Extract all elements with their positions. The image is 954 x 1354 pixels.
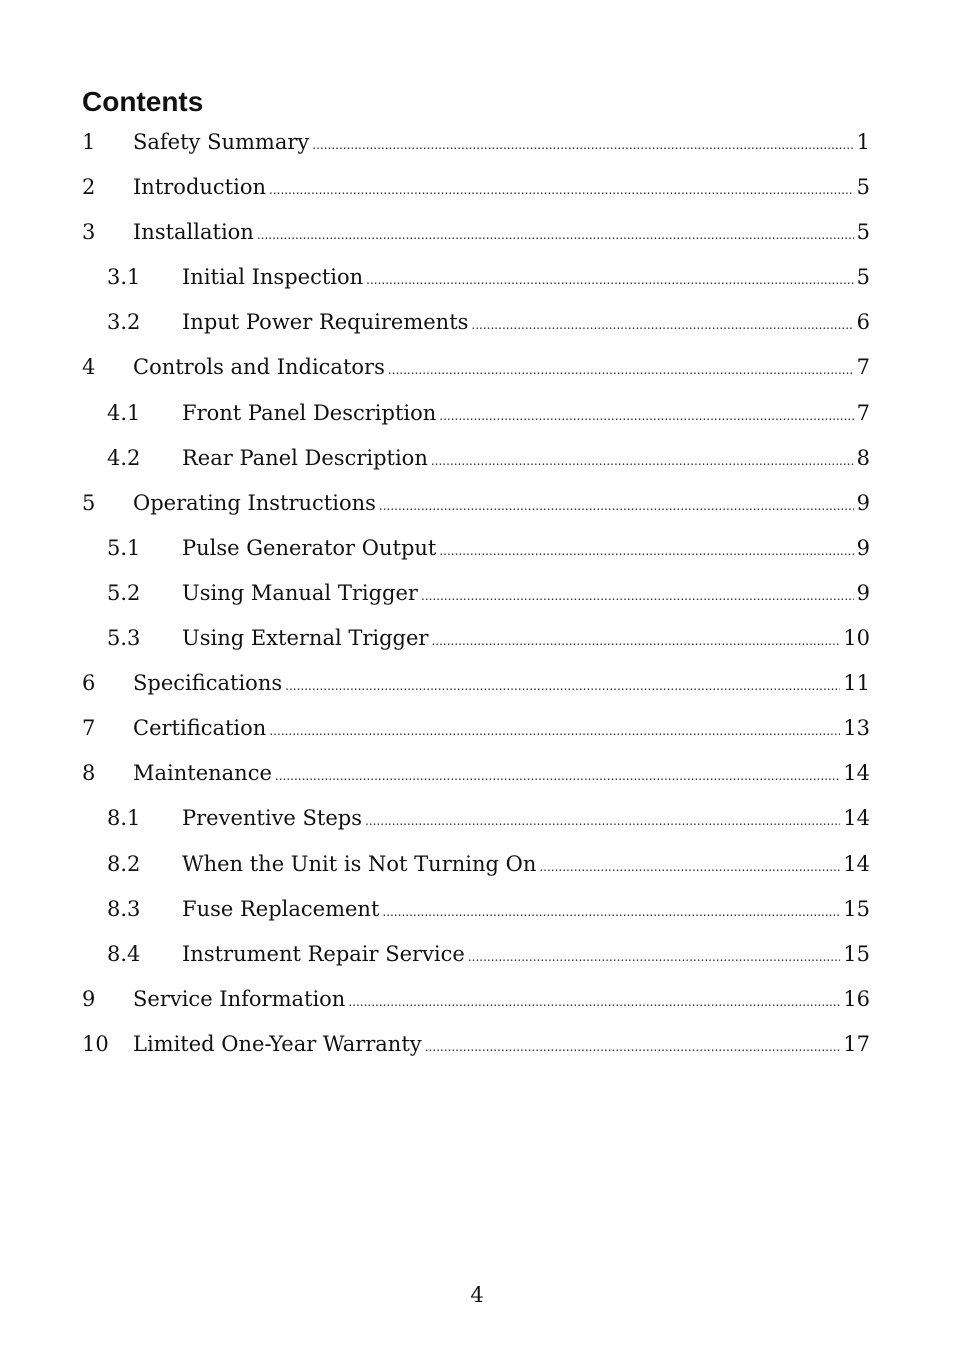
toc-entry[interactable]	[82, 485, 870, 530]
toc-entry-number: 8.3	[107, 896, 141, 921]
toc-entry-number: 4.1	[107, 400, 141, 425]
toc-entry-page[interactable]: 14	[843, 851, 870, 876]
toc-entry-title[interactable]: Pulse Generator Output	[182, 535, 437, 560]
toc-dot-leader	[388, 352, 854, 388]
toc-entry[interactable]	[82, 981, 870, 1026]
toc-entry[interactable]	[82, 575, 870, 620]
toc-entry-page[interactable]: 7	[856, 400, 870, 425]
toc-entry-number: 9	[82, 986, 96, 1011]
toc-entry-title[interactable]: Maintenance	[133, 761, 272, 786]
toc-entry-page[interactable]: 13	[843, 716, 870, 741]
toc-entry-title[interactable]: Initial Inspection	[182, 265, 364, 290]
toc-entry-number: 10	[82, 1031, 109, 1056]
toc-entry-title[interactable]: Controls and Indicators	[133, 355, 385, 380]
toc-entry-number: 7	[82, 716, 96, 741]
toc-entry-title[interactable]: Limited One-Year Warranty	[133, 1031, 422, 1056]
toc-entry-number: 8.1	[107, 806, 141, 831]
toc-dot-leader	[439, 398, 853, 434]
toc-entry-title[interactable]: Introduction	[133, 175, 266, 200]
toc-entry[interactable]	[82, 620, 870, 665]
toc-entry-title[interactable]: Preventive Steps	[182, 806, 363, 831]
toc-entry-number: 5.2	[107, 580, 141, 605]
toc-dot-leader	[275, 758, 840, 794]
toc-entry[interactable]	[82, 846, 870, 891]
toc-entry-page[interactable]: 14	[843, 806, 870, 831]
toc-entry-number: 8.4	[107, 941, 141, 966]
toc-entry-page[interactable]: 14	[843, 761, 870, 786]
toc-entry-title[interactable]: Certification	[133, 716, 267, 741]
toc-entry-title[interactable]: Operating Instructions	[133, 490, 376, 515]
table-of-contents	[82, 124, 870, 1071]
toc-entry-page[interactable]: 1	[856, 130, 870, 154]
toc-entry-number: 1	[82, 130, 96, 154]
toc-entry-page[interactable]: 15	[843, 941, 870, 966]
toc-entry[interactable]	[82, 800, 870, 845]
toc-dot-leader	[285, 668, 840, 704]
toc-dot-leader	[421, 578, 854, 614]
toc-entry-title[interactable]: Instrument Repair Service	[182, 941, 465, 966]
toc-entry[interactable]	[82, 349, 870, 394]
toc-entry-title[interactable]: Fuse Replacement	[182, 896, 380, 921]
toc-dot-leader	[471, 307, 853, 343]
toc-entry-page[interactable]: 15	[843, 896, 870, 921]
toc-entry-page[interactable]: 11	[843, 671, 870, 696]
toc-entry-title[interactable]: Specifications	[133, 671, 283, 696]
toc-entry-number: 6	[82, 671, 96, 696]
toc-dot-leader	[439, 533, 853, 569]
toc-entry[interactable]	[82, 530, 870, 575]
toc-dot-leader	[431, 443, 854, 479]
toc-entry[interactable]	[82, 214, 870, 259]
toc-entry-page[interactable]: 5	[856, 220, 870, 245]
toc-entry[interactable]	[82, 755, 870, 800]
toc-dot-leader	[366, 262, 853, 298]
toc-entry-title[interactable]: When the Unit is Not Turning On	[182, 851, 537, 876]
toc-entry-page[interactable]: 5	[856, 265, 870, 290]
toc-entry[interactable]	[82, 1026, 870, 1071]
toc-dot-leader	[468, 939, 840, 975]
toc-entry-number: 3.2	[107, 310, 141, 335]
toc-dot-leader	[431, 623, 840, 659]
toc-entry-number: 3.1	[107, 265, 141, 290]
toc-entry-number: 8.2	[107, 851, 141, 876]
toc-entry[interactable]	[82, 891, 870, 936]
toc-entry-number: 3	[82, 220, 96, 245]
toc-entry-number: 4	[82, 355, 96, 380]
toc-entry-number: 8	[82, 761, 96, 786]
toc-entry[interactable]	[82, 124, 870, 169]
toc-dot-leader	[365, 803, 840, 839]
toc-entry-number: 2	[82, 175, 96, 200]
page-number: 4	[470, 1283, 484, 1307]
toc-entry-page[interactable]: 9	[856, 535, 870, 560]
toc-entry-title[interactable]: Installation	[133, 220, 254, 245]
toc-entry-page[interactable]: 9	[856, 580, 870, 605]
toc-entry-page[interactable]: 6	[856, 310, 870, 335]
toc-entry[interactable]	[82, 395, 870, 440]
toc-dot-leader	[257, 217, 854, 253]
toc-entry-number: 5.1	[107, 535, 141, 560]
toc-entry-title[interactable]: Service Information	[133, 986, 346, 1011]
toc-entry[interactable]	[82, 710, 870, 755]
toc-entry-page[interactable]: 7	[856, 355, 870, 380]
toc-dot-leader	[379, 488, 854, 524]
toc-entry-title[interactable]: Front Panel Description	[182, 400, 437, 425]
toc-entry[interactable]	[82, 936, 870, 981]
toc-entry-page[interactable]: 8	[856, 445, 870, 470]
toc-dot-leader	[312, 127, 853, 163]
toc-entry-page[interactable]: 10	[843, 626, 870, 651]
toc-dot-leader	[382, 894, 840, 930]
toc-dot-leader	[425, 1029, 841, 1065]
toc-dot-leader	[269, 172, 854, 208]
toc-entry-title[interactable]: Using Manual Trigger	[182, 580, 418, 605]
toc-entry-number: 4.2	[107, 445, 141, 470]
toc-dot-leader	[539, 849, 840, 885]
toc-entry[interactable]	[82, 259, 870, 304]
toc-entry-page[interactable]: 16	[843, 986, 870, 1011]
toc-entry-page[interactable]: 17	[843, 1031, 870, 1056]
toc-entry-number: 5	[82, 490, 96, 515]
page-title: Contents	[82, 86, 204, 117]
toc-entry[interactable]	[82, 169, 870, 214]
toc-entry-page[interactable]: 5	[856, 175, 870, 200]
toc-entry[interactable]	[82, 440, 870, 485]
toc-entry[interactable]	[82, 304, 870, 349]
toc-dot-leader	[348, 984, 840, 1020]
toc-entry-title[interactable]: Safety Summary	[133, 130, 310, 154]
toc-entry-title[interactable]: Input Power Requirements	[182, 310, 469, 335]
toc-entry-page[interactable]: 9	[856, 490, 870, 515]
toc-entry-number: 5.3	[107, 626, 141, 651]
toc-entry[interactable]	[82, 665, 870, 710]
toc-dot-leader	[269, 713, 840, 749]
toc-entry-title[interactable]: Using External Trigger	[182, 626, 429, 651]
toc-entry-title[interactable]: Rear Panel Description	[182, 445, 428, 470]
